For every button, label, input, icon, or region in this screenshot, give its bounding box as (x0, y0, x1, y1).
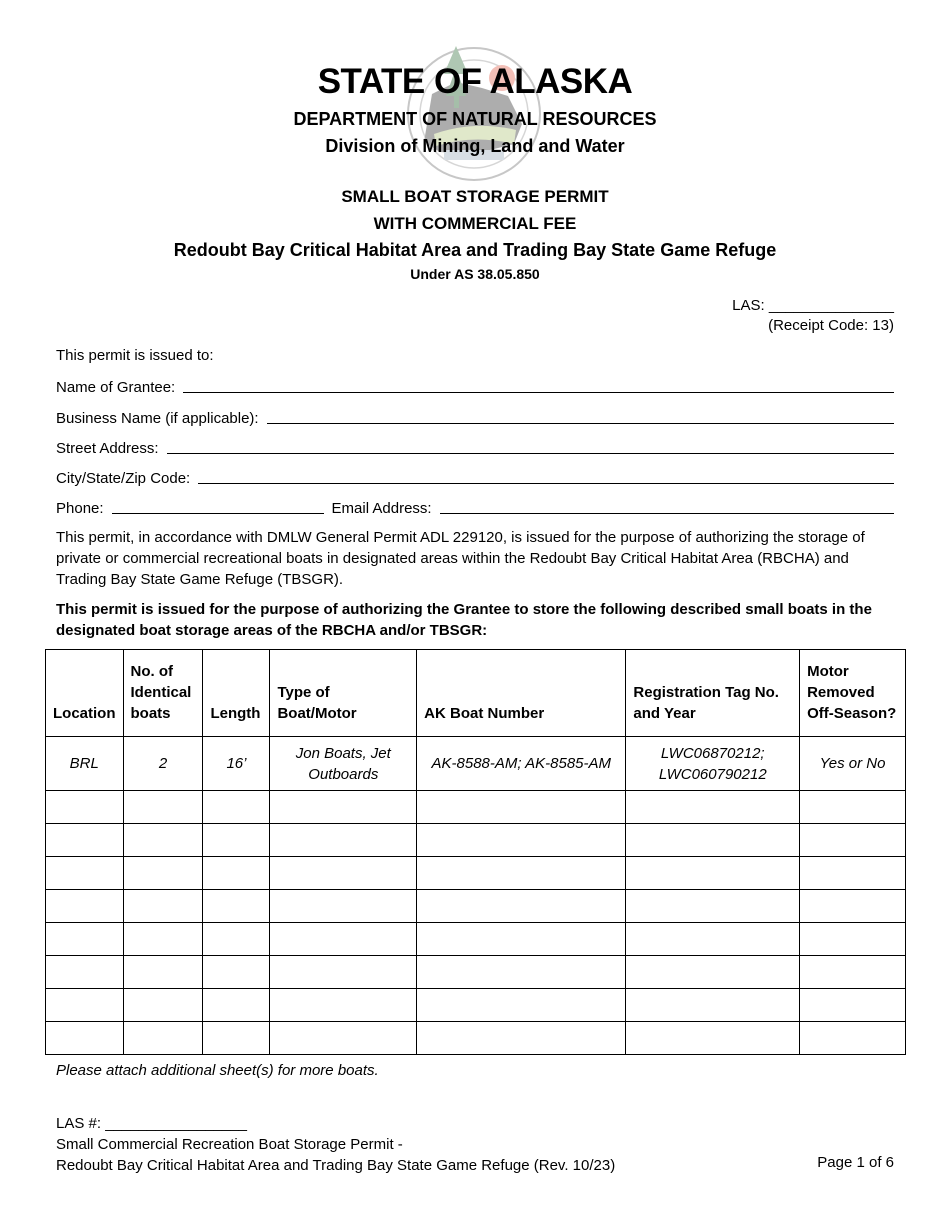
cell-motor-removed: Yes or No (800, 737, 906, 791)
table-cell[interactable] (270, 791, 417, 824)
footer-form-name-line2: Redoubt Bay Critical Habitat Area and Trading Bay State Game Refuge (Rev. 10/23) (56, 1157, 616, 1174)
table-cell[interactable] (46, 791, 124, 824)
city-state-zip-label: City/State/Zip Code: (56, 470, 191, 487)
grantee-name-field[interactable] (56, 376, 894, 396)
footer-form-name-line1: Small Commercial Recreation Boat Storage Permit - (56, 1136, 403, 1153)
state-title: STATE OF ALASKA (317, 62, 633, 101)
table-cell[interactable] (626, 857, 800, 890)
statute-reference: Under AS 38.05.850 (410, 266, 540, 282)
cell-ak-boat-number: AK-8588-AM; AK-8585-AM (417, 737, 626, 791)
table-cell[interactable] (626, 890, 800, 923)
table-cell[interactable] (203, 890, 270, 923)
table-cell[interactable] (417, 890, 626, 923)
table-cell[interactable] (46, 824, 124, 857)
table-cell[interactable] (123, 791, 203, 824)
table-cell[interactable] (800, 857, 906, 890)
table-cell[interactable] (800, 989, 906, 1022)
cell-length: 16’ (203, 737, 270, 791)
business-name-label: Business Name (if applicable): (56, 410, 259, 427)
table-cell[interactable] (203, 857, 270, 890)
table-cell[interactable] (203, 923, 270, 956)
table-cell[interactable] (270, 956, 417, 989)
table-cell[interactable] (203, 824, 270, 857)
table-cell[interactable] (800, 791, 906, 824)
table-row[interactable] (46, 923, 906, 956)
table-cell[interactable] (270, 857, 417, 890)
header-motor-removed: Motor Removed Off-Season? (800, 650, 906, 737)
table-cell[interactable] (46, 890, 124, 923)
table-cell[interactable] (123, 989, 203, 1022)
table-row[interactable] (46, 824, 906, 857)
permit-title-line1: SMALL BOAT STORAGE PERMIT (341, 187, 609, 206)
table-cell[interactable] (46, 857, 124, 890)
table-cell[interactable] (626, 824, 800, 857)
division-name: Division of Mining, Land and Water (325, 136, 625, 156)
page-number: Page 1 of 6 (817, 1154, 894, 1171)
city-state-zip-line[interactable] (198, 483, 894, 484)
table-cell[interactable] (270, 890, 417, 923)
table-row (46, 737, 906, 791)
table-cell[interactable] (203, 1022, 270, 1055)
table-cell[interactable] (417, 989, 626, 1022)
permit-area: Redoubt Bay Critical Habitat Area and Trading Bay State Game Refuge (173, 240, 777, 260)
table-cell[interactable] (800, 824, 906, 857)
footer-block (56, 1113, 615, 1176)
las-field[interactable]: LAS: _______________ (732, 297, 894, 314)
street-address-line[interactable] (167, 453, 894, 454)
table-cell[interactable] (270, 923, 417, 956)
table-cell[interactable] (270, 824, 417, 857)
grantee-name-line[interactable] (183, 392, 894, 393)
table-row[interactable] (46, 1022, 906, 1055)
cell-identical-boats: 2 (123, 737, 203, 791)
attach-note: Please attach additional sheet(s) for more boats. (56, 1062, 379, 1079)
table-cell[interactable] (203, 791, 270, 824)
header-identical-boats: No. of Identical boats (123, 650, 203, 737)
department-name: DEPARTMENT OF NATURAL RESOURCES (293, 109, 657, 129)
footer-las-number[interactable]: LAS #: _________________ (56, 1115, 248, 1132)
email-line[interactable] (440, 513, 894, 514)
table-row[interactable] (46, 956, 906, 989)
email-label: Email Address: (331, 500, 432, 517)
table-row[interactable] (46, 791, 906, 824)
phone-label: Phone: (56, 500, 104, 517)
business-name-line[interactable] (267, 423, 894, 424)
table-cell[interactable] (123, 956, 203, 989)
table-cell[interactable] (123, 857, 203, 890)
table-cell[interactable] (800, 890, 906, 923)
header-ak-boat-number: AK Boat Number (417, 650, 626, 737)
table-cell[interactable] (626, 989, 800, 1022)
table-header-row (46, 650, 906, 737)
table-cell[interactable] (417, 857, 626, 890)
cell-location: BRL (46, 737, 124, 791)
table-cell[interactable] (800, 956, 906, 989)
las-block (732, 296, 894, 336)
street-address-field[interactable] (56, 437, 894, 457)
table-cell[interactable] (417, 824, 626, 857)
table-cell[interactable] (800, 1022, 906, 1055)
header-type: Type of Boat/Motor (270, 650, 417, 737)
header-location: Location (46, 650, 124, 737)
table-cell[interactable] (123, 923, 203, 956)
table-cell[interactable] (626, 1022, 800, 1055)
contact-row (56, 497, 894, 517)
table-cell[interactable] (417, 956, 626, 989)
permit-title-line2: WITH COMMERCIAL FEE (373, 214, 577, 233)
table-cell[interactable] (46, 956, 124, 989)
street-address-label: Street Address: (56, 440, 159, 457)
phone-line[interactable] (112, 513, 324, 514)
purpose-paragraph: This permit, in accordance with DMLW General Permit ADL 229120, is issued for the purpose of authorizing the storage of private or commercial recreational boats in designated areas within the Redoubt Bay Critical Habitat Area (RBCHA) and Trading Bay State Game Refuge (TBSGR). (56, 529, 865, 588)
table-cell[interactable] (417, 791, 626, 824)
header-registration: Registration Tag No. and Year (626, 650, 800, 737)
table-cell[interactable] (800, 923, 906, 956)
table-row[interactable] (46, 890, 906, 923)
table-cell[interactable] (626, 956, 800, 989)
table-cell[interactable] (270, 989, 417, 1022)
grantee-name-label: Name of Grantee: (56, 379, 176, 396)
table-cell[interactable] (203, 956, 270, 989)
header-length: Length (203, 650, 270, 737)
table-cell[interactable] (203, 989, 270, 1022)
table-cell[interactable] (270, 1022, 417, 1055)
authorization-paragraph: This permit is issued for the purpose of authorizing the Grantee to store the following described small boats in the designated boat storage areas of the RBCHA and/or TBSGR: (56, 601, 872, 639)
table-cell[interactable] (123, 890, 203, 923)
cell-type: Jon Boats, Jet Outboards (270, 737, 417, 791)
table-cell[interactable] (46, 989, 124, 1022)
receipt-code: (Receipt Code: 13) (768, 317, 894, 334)
table-row[interactable] (46, 989, 906, 1022)
table-cell[interactable] (46, 1022, 124, 1055)
table-cell[interactable] (626, 791, 800, 824)
city-state-zip-field[interactable] (56, 467, 894, 487)
table-cell[interactable] (123, 824, 203, 857)
business-name-field[interactable] (56, 407, 894, 427)
table-cell[interactable] (417, 1022, 626, 1055)
table-cell[interactable] (123, 1022, 203, 1055)
table-cell[interactable] (417, 923, 626, 956)
boat-table (45, 649, 906, 1055)
issued-to-label: This permit is issued to: (56, 347, 214, 364)
table-cell[interactable] (46, 923, 124, 956)
table-cell[interactable] (626, 923, 800, 956)
cell-registration: LWC06870212; LWC060790212 (626, 737, 800, 791)
table-row[interactable] (46, 857, 906, 890)
